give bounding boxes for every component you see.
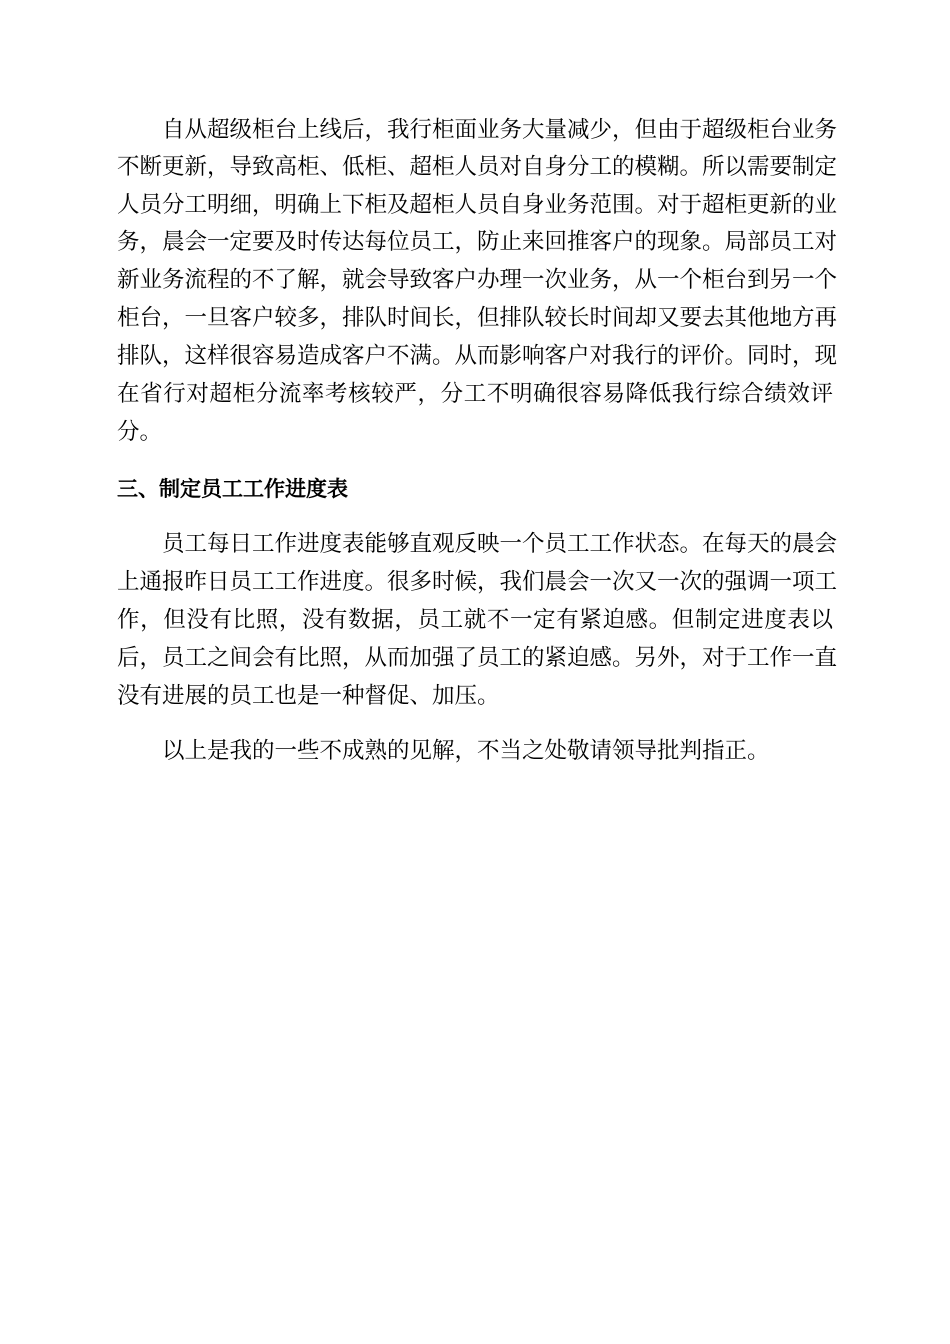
paragraph-line: 不断更新，导致高柜、低柜、超柜人员对自身分工的模糊。所以需要制定	[117, 154, 838, 180]
paragraph-line: 务，晨会一定要及时传达每位员工，防止来回推客户的现象。局部员工对	[117, 229, 838, 255]
paragraph-line: 后，员工之间会有比照，从而加强了员工的紧迫感。另外，对于工作一直	[117, 645, 838, 671]
closing-paragraph: 以上是我的一些不成熟的见解，不当之处敬请领导批判指正。	[162, 738, 770, 764]
paragraph-line: 在省行对超柜分流率考核较严，分工不明确很容易降低我行综合绩效评	[117, 381, 833, 407]
paragraph-line: 作，但没有比照，没有数据，员工就不一定有紧迫感。但制定进度表以	[117, 607, 833, 633]
paragraph-line: 没有进展的员工也是一种督促、加压。	[117, 683, 500, 709]
paragraph-line: 人员分工明细，明确上下柜及超柜人员自身业务范围。对于超柜更新的业	[117, 192, 838, 218]
paragraph-line: 员工每日工作进度表能够直观反映一个员工工作状态。在每天的晨会	[162, 531, 838, 557]
section-heading: 三、制定员工工作进度表	[117, 477, 348, 501]
paragraph-line: 排队，这样很容易造成客户不满。从而影响客户对我行的评价。同时，现	[117, 343, 838, 369]
paragraph-line: 自从超级柜台上线后，我行柜面业务大量减少，但由于超级柜台业务	[162, 117, 838, 143]
paragraph-line: 上通报昨日员工工作进度。很多时候，我们晨会一次又一次的强调一项工	[117, 569, 838, 595]
paragraph-line: 分。	[117, 419, 163, 445]
paragraph-line: 新业务流程的不了解，就会导致客户办理一次业务，从一个柜台到另一个	[117, 267, 838, 293]
paragraph-line: 柜台，一旦客户较多，排队时间长，但排队较长时间却又要去其他地方再	[117, 305, 838, 331]
